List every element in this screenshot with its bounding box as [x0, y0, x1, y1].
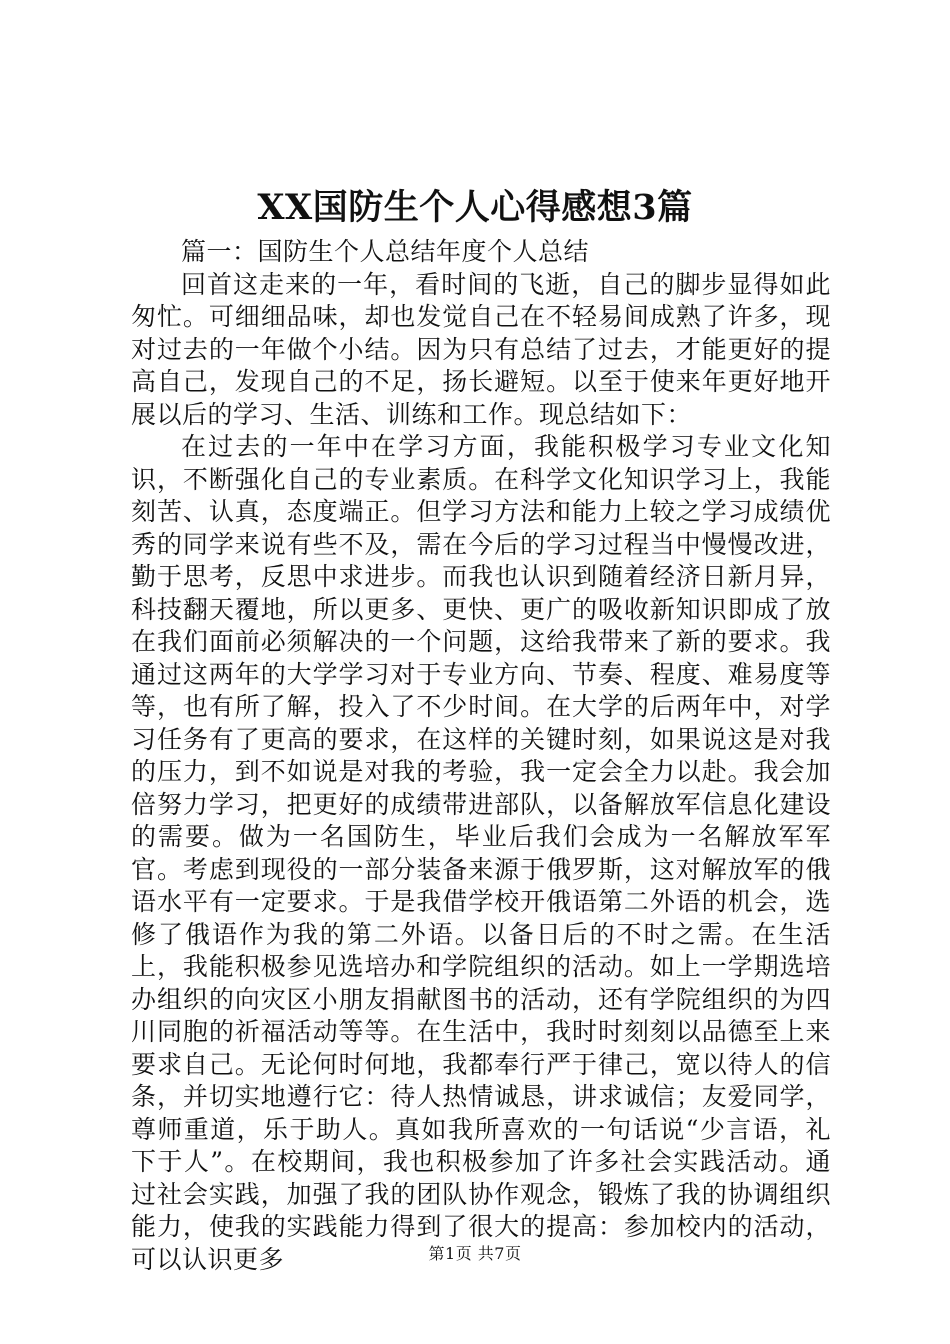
paragraph-intro: 回首这走来的一年，看时间的飞逝，自己的脚步显得如此匆忙。可细细品味，却也发觉自己在不轻易间成熟了许多，现对过去的一年做个小结。因为只有总结了过去，才能更好的提高自己，发现自己的不足，扬长避短。以至于使来年更好地开展以后的学习、生活、训练和工作。现总结如下： [131, 269, 831, 429]
page-number-footer: 第1页 共7页 [428, 1244, 522, 1263]
section-heading: 篇一：国防生个人总结年度个人总结 [181, 237, 590, 266]
document-title: XX国防生个人心得感想3篇 [257, 187, 693, 228]
paragraph-study: 在过去的一年中在学习方面，我能积极学习专业文化知识，不断强化自己的专业素质。在科学文化知识学习上，我能刻苦、认真，态度端正。但学习方法和能力上较之学习成绩优秀的同学来说有些不及，需在今后的学习过程当中慢慢改进，勤于思考，反思中求进步。而我也认识到随着经济日新月异，科技翻天覆地，所以更多、更快、更广的吸收新知识即成了放在我们面前必须解决的一个问题，这给我带来了新的要求。我通过这两年的大学学习对于专业方向、节奏、程度、难易度等等，也有所了解，投入了不少时间。在大学的后两年中，对学习任务有了更高的要求，在这样的关键时刻，如果说这是对我的压力，到不如说是对我的考验，我一定会全力以赴。我会加倍努力学习，把更好的成绩带进部队，以备解放军信息化建设的需要。做为一名国防生，毕业后我们会成为一名解放军军官。考虑到现役的一部分装备来源于俄罗斯，这对解放军的俄语水平有一定要求。于是我借学校开俄语第二外语的机会，选修了俄语作为我的第二外语。以备日后的不时之需。在生活上，我能积极参见选培办和学院组织的活动。如上一学期选培办组织的向灾区小朋友捐献图书的活动，还有学院组织的为四川同胞的祈福活动等等。在生活中，我时时刻刻以品德至上来要求自己。无论何时何地，我都奉行严于律己，宽以待人的信条，并切实地遵行它：待人热情诚恳，讲求诚信；友爱同学，尊师重道，乐于助人。真如我所喜欢的一句话说“少言语，礼下于人”。在校期间，我也积极参加了许多社会实践活动。通过社会实践，加强了我的团队协作观念，锻炼了我的协调组织能力，使我的实践能力得到了很大的提高：参加校内的活动，可以认识更多 [131, 432, 831, 1274]
document-body [131, 236, 831, 1276]
